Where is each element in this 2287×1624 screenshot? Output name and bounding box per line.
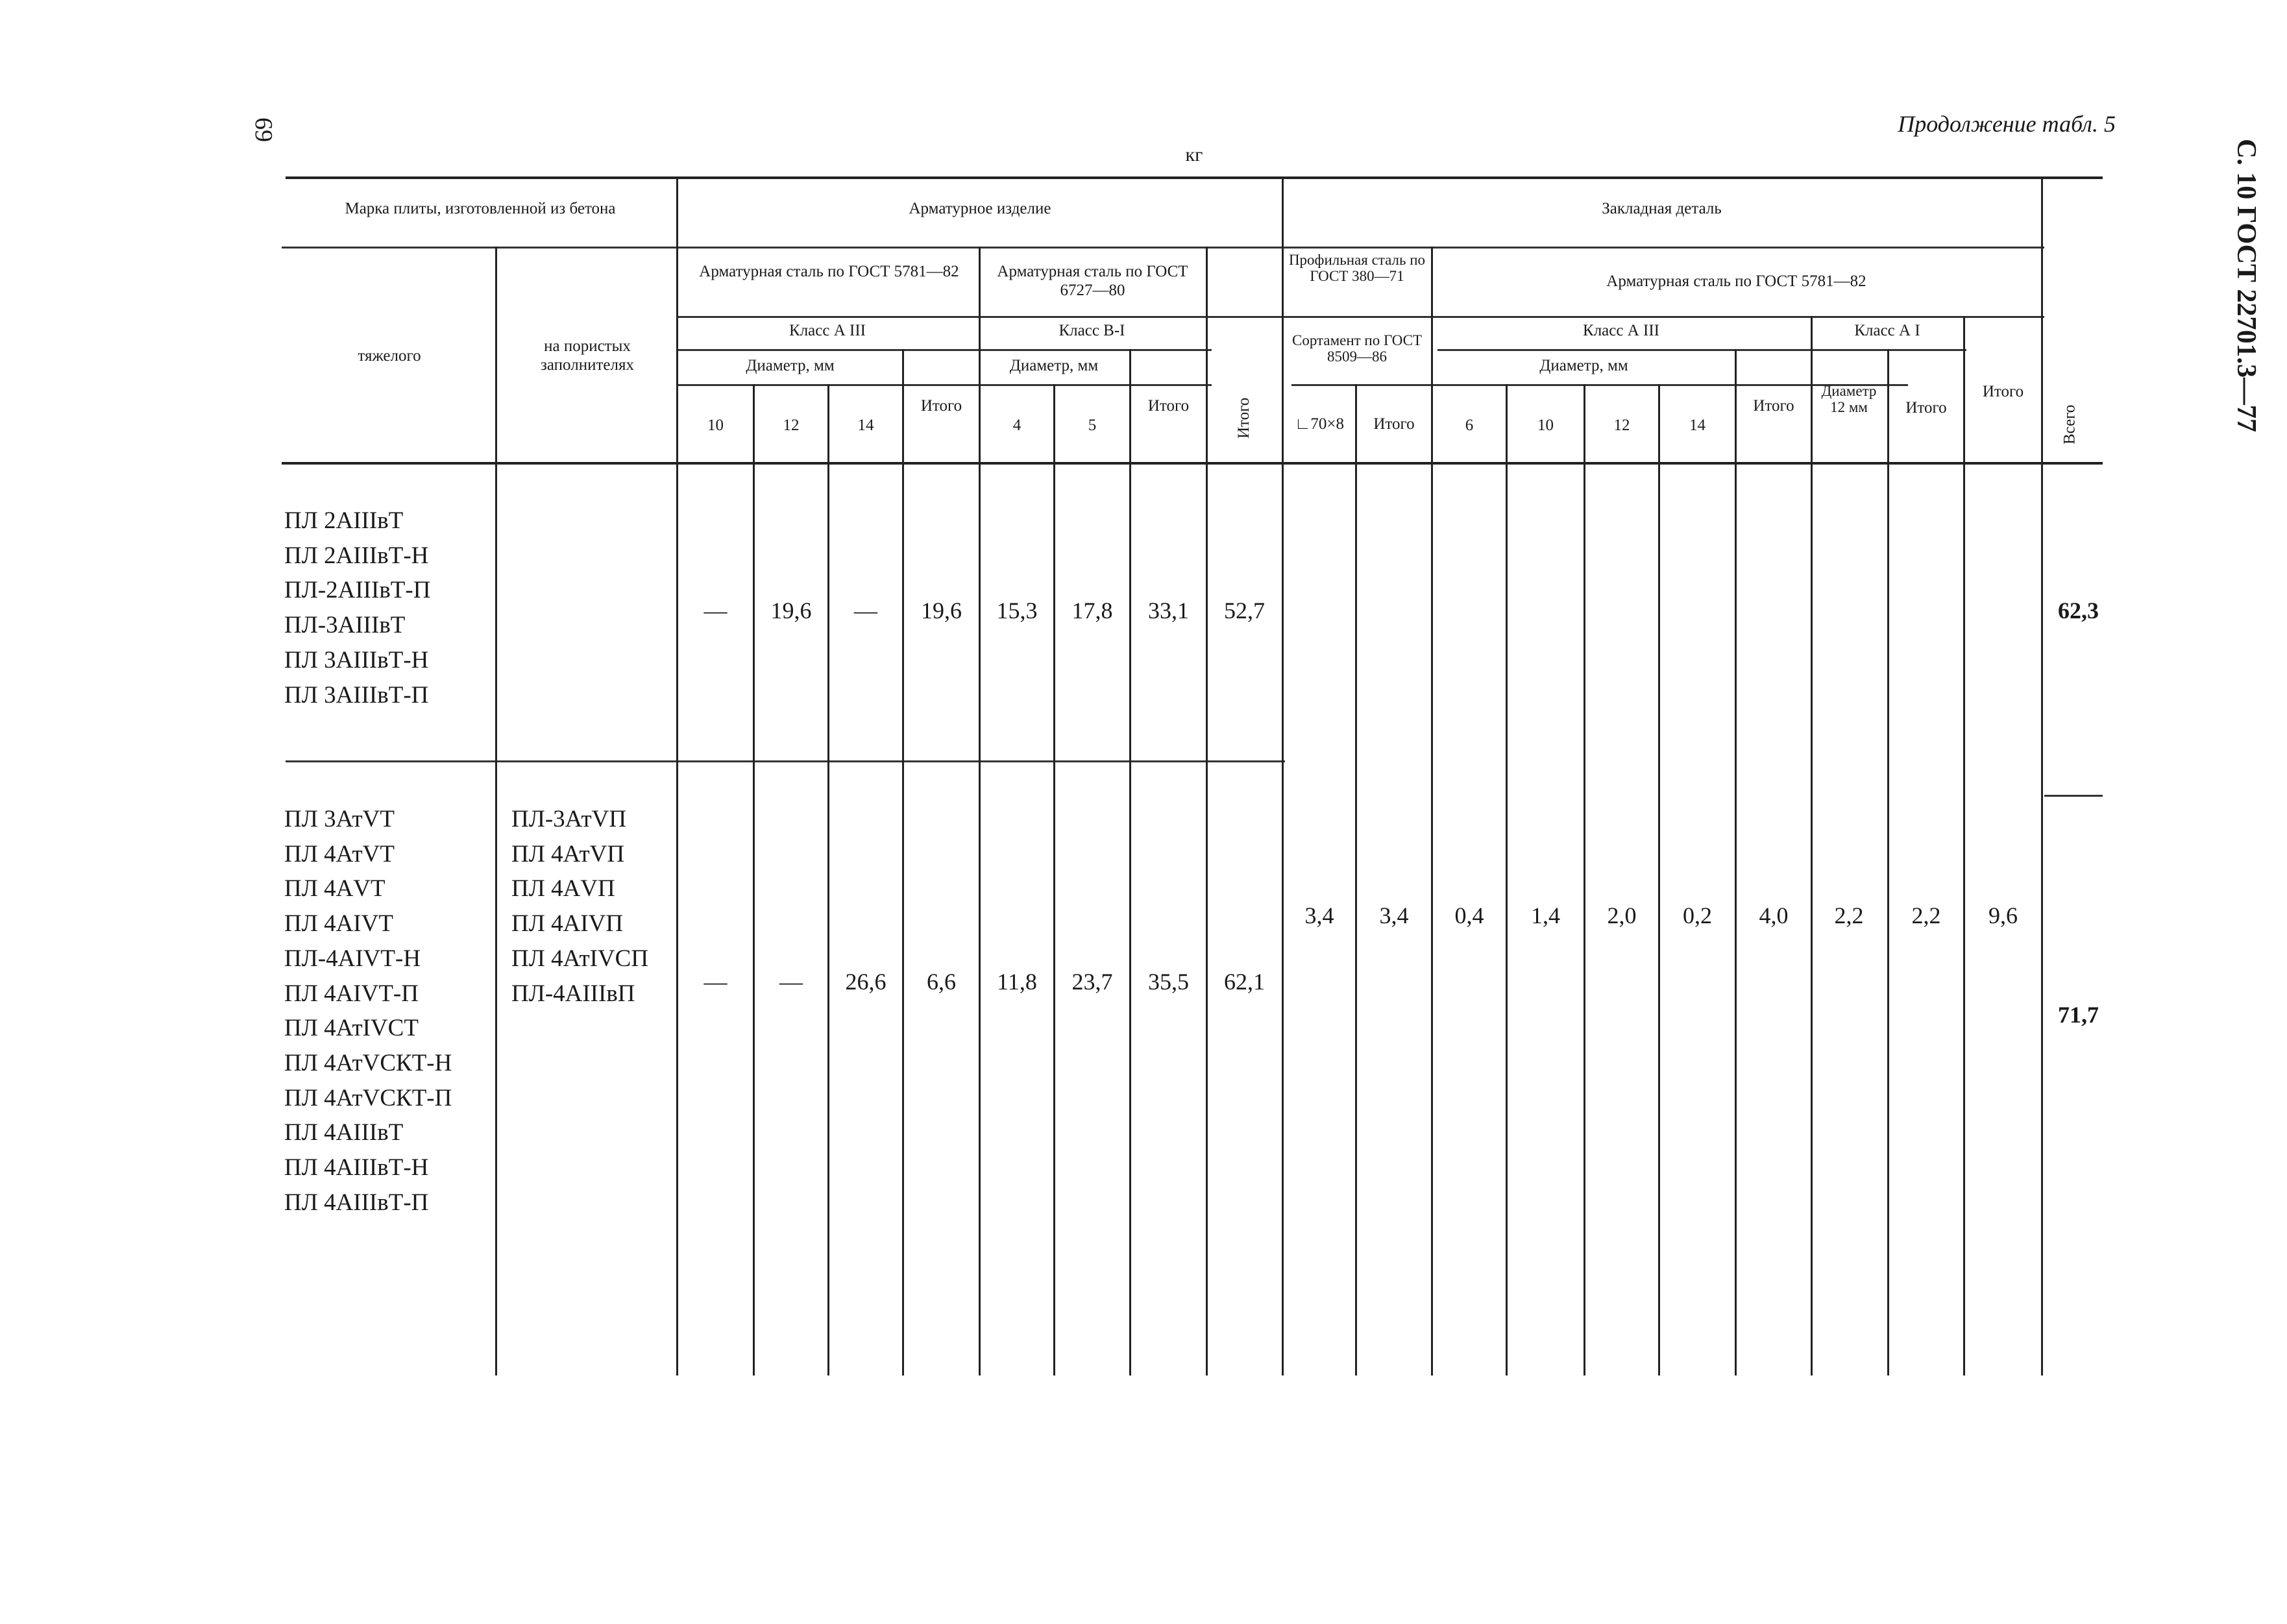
header-armature-product: Арматурное изделие xyxy=(909,200,1051,217)
header-d-b-5: 5 xyxy=(1088,417,1097,434)
g2-profile-itogo: 3,4 xyxy=(1379,903,1409,928)
mark-row: ПЛ-4АIIIвП xyxy=(511,980,635,1007)
mark-row: ПЛ 4АтVП xyxy=(511,840,625,867)
col-rule xyxy=(1506,384,1508,1376)
g2-e-itogo: 4,0 xyxy=(1759,903,1789,928)
header-d-a-12: 12 xyxy=(783,417,800,434)
col-rule xyxy=(1053,384,1055,1376)
header-arm-steel-emb: Арматурная сталь по ГОСТ 5781—82 xyxy=(1606,273,1866,290)
col-rule xyxy=(1963,316,1965,1376)
g1-b5: 17,8 xyxy=(1071,598,1113,624)
header-rule xyxy=(282,247,2044,248)
header-d-a-14: 14 xyxy=(857,417,874,434)
table-top-rule xyxy=(286,176,2103,179)
mark-row: ПЛ 4АVТ xyxy=(284,875,385,903)
mark-row: ПЛ 4АVП xyxy=(511,875,615,903)
col-rule xyxy=(1129,349,1131,1376)
g2-a10: — xyxy=(703,969,728,995)
header-sortament: Сортамент по ГОСТ 8509—86 xyxy=(1291,332,1422,365)
page-number: 69 xyxy=(250,117,277,142)
header-porous: на пористых заполнителях xyxy=(541,337,634,374)
header-marka: Марка плиты, изготовленной из бетона xyxy=(345,200,616,217)
header-heavy: тяжелого xyxy=(358,347,421,365)
mark-row: ПЛ 4АIVП xyxy=(511,910,624,938)
mark-row: ПЛ-4АIVТ-Н xyxy=(284,945,421,972)
mark-row: ПЛ 2АIIIвТ-Н xyxy=(284,542,429,569)
col-rule xyxy=(979,247,981,1376)
header-d-e-14: 14 xyxy=(1689,417,1706,434)
header-itogo-b: Итого xyxy=(1147,397,1190,415)
col-rule xyxy=(2041,176,2043,1376)
g1-a12: 19,6 xyxy=(770,598,812,624)
header-class-a1-emb: Класс А I xyxy=(1854,322,1920,339)
header-diameter-b: Диаметр, мм xyxy=(1009,357,1099,374)
g2-b-itogo: 35,5 xyxy=(1148,969,1189,995)
g2-angle: 3,4 xyxy=(1304,903,1334,928)
header-itogo-embedded: Итого xyxy=(1982,383,2024,400)
g2-b4: 11,8 xyxy=(997,969,1037,995)
g2-e6: 0,4 xyxy=(1454,903,1484,928)
mark-row: ПЛ 2АIIIвТ xyxy=(284,507,404,534)
header-profile-steel: Профильная сталь по ГОСТ 380—71 xyxy=(1288,252,1426,285)
g2-a12: — xyxy=(779,969,803,995)
g2-b5: 23,7 xyxy=(1071,969,1113,995)
g1-vsego: 62,3 xyxy=(2058,598,2099,624)
g2-e12: 2,0 xyxy=(1607,903,1637,928)
g1-a10: — xyxy=(703,598,728,624)
g1-a-itogo: 19,6 xyxy=(921,598,962,624)
col-rule xyxy=(1735,349,1737,1376)
group-divider xyxy=(2044,795,2103,797)
g2-a1-itogo: 2,2 xyxy=(1911,903,1941,928)
g2-vsego: 71,7 xyxy=(2058,1002,2099,1028)
g1-b-itogo: 33,1 xyxy=(1148,598,1189,624)
header-itogo-armature: Итого xyxy=(1235,397,1253,439)
header-diameter-a: Диаметр, мм xyxy=(746,357,835,374)
unit-label: кг xyxy=(1185,144,1203,165)
header-angle: ∟70×8 xyxy=(1294,415,1345,433)
header-bottom-rule xyxy=(282,462,2103,465)
header-arm-steel-5781: Арматурная сталь по ГОСТ 5781—82 xyxy=(699,263,959,280)
mark-row: ПЛ 4АIIIвТ-П xyxy=(284,1189,429,1216)
mark-row: ПЛ 3АIIIвТ-П xyxy=(284,681,429,709)
col-rule xyxy=(1811,316,1813,1376)
mark-row: ПЛ 4АIVТ-П xyxy=(284,980,419,1007)
header-class-a3: Класс А III xyxy=(789,322,866,339)
header-d-e-6: 6 xyxy=(1465,417,1474,434)
col-rule xyxy=(1355,384,1357,1376)
header-rule xyxy=(678,349,1212,351)
continuation-caption: Продолжение табл. 5 xyxy=(1898,111,2116,137)
header-d-e-12: 12 xyxy=(1613,417,1630,434)
g2-e10: 1,4 xyxy=(1531,903,1560,928)
mark-row: ПЛ-2АIIIвТ-П xyxy=(284,577,431,604)
g1-b4: 15,3 xyxy=(996,598,1038,624)
header-embedded-part: Закладная деталь xyxy=(1602,200,1722,217)
header-d-b-4: 4 xyxy=(1012,417,1021,434)
mark-row: ПЛ 4АтVСКТ-П xyxy=(284,1084,452,1111)
col-rule xyxy=(1887,349,1889,1376)
header-rule xyxy=(678,316,2044,318)
col-rule xyxy=(1431,247,1433,1376)
header-itogo-a1-emb: Итого xyxy=(1905,399,1947,417)
col-rule xyxy=(902,349,904,1376)
mark-row: ПЛ 4АIIIвТ-Н xyxy=(284,1154,429,1182)
mark-row: ПЛ 4АтIVСТ xyxy=(284,1015,419,1042)
mark-row: ПЛ 3АIIIвТ-Н xyxy=(284,646,429,673)
g2-e14: 0,2 xyxy=(1683,903,1712,928)
header-rule xyxy=(678,384,1212,386)
side-title: С. 10 ГОСТ 22701.3—77 xyxy=(2231,138,2261,433)
mark-row: ПЛ-3АIIIвТ xyxy=(284,612,406,639)
g2-a1-12: 2,2 xyxy=(1834,903,1864,928)
col-rule xyxy=(827,384,829,1376)
g2-itogo: 62,1 xyxy=(1224,969,1265,995)
group-divider xyxy=(286,760,1285,762)
header-vsego: Всего xyxy=(2061,404,2079,445)
header-itogo-a: Итого xyxy=(920,397,962,415)
mark-row: ПЛ 4АтVТ xyxy=(284,840,395,867)
g2-a14: 26,6 xyxy=(845,969,887,995)
col-rule xyxy=(1206,247,1208,1376)
col-rule xyxy=(495,247,497,1376)
mark-row: ПЛ 3АтVТ xyxy=(284,806,395,832)
g2-emb-itogo: 9,6 xyxy=(1988,903,2018,928)
col-rule xyxy=(1584,384,1585,1376)
g1-a14: — xyxy=(854,598,877,624)
header-itogo-profile: Итого xyxy=(1373,415,1415,433)
header-d-a-10: 10 xyxy=(707,417,724,434)
mark-row: ПЛ 4АIVТ xyxy=(284,910,393,938)
group2-marks-porous xyxy=(511,802,674,1011)
col-rule xyxy=(753,384,755,1376)
header-class-a3-emb: Класс А III xyxy=(1583,322,1659,339)
g2-a-itogo: 6,6 xyxy=(927,969,956,995)
mark-row: ПЛ-3АтVП xyxy=(511,806,627,832)
col-rule xyxy=(1282,176,1284,1376)
group1-marks xyxy=(284,503,492,712)
mark-row: ПЛ 4АIIIвТ xyxy=(284,1119,404,1146)
mark-row: ПЛ 4АтVСКТ-Н xyxy=(284,1049,452,1076)
header-d-e-10: 10 xyxy=(1537,417,1554,434)
g1-itogo: 52,7 xyxy=(1224,598,1265,624)
header-diameter-12: Диаметр 12 мм xyxy=(1821,383,1877,416)
header-diameter-emb: Диаметр, мм xyxy=(1539,357,1628,374)
mark-row: ПЛ 4АтIVСП xyxy=(511,945,649,972)
header-arm-steel-6727: Арматурная сталь по ГОСТ 6727—80 xyxy=(997,263,1188,299)
col-rule xyxy=(1658,384,1660,1376)
group2-marks-heavy xyxy=(284,802,492,1220)
header-class-b1: Класс В-I xyxy=(1058,322,1125,339)
header-itogo-a3-emb: Итого xyxy=(1753,397,1794,415)
